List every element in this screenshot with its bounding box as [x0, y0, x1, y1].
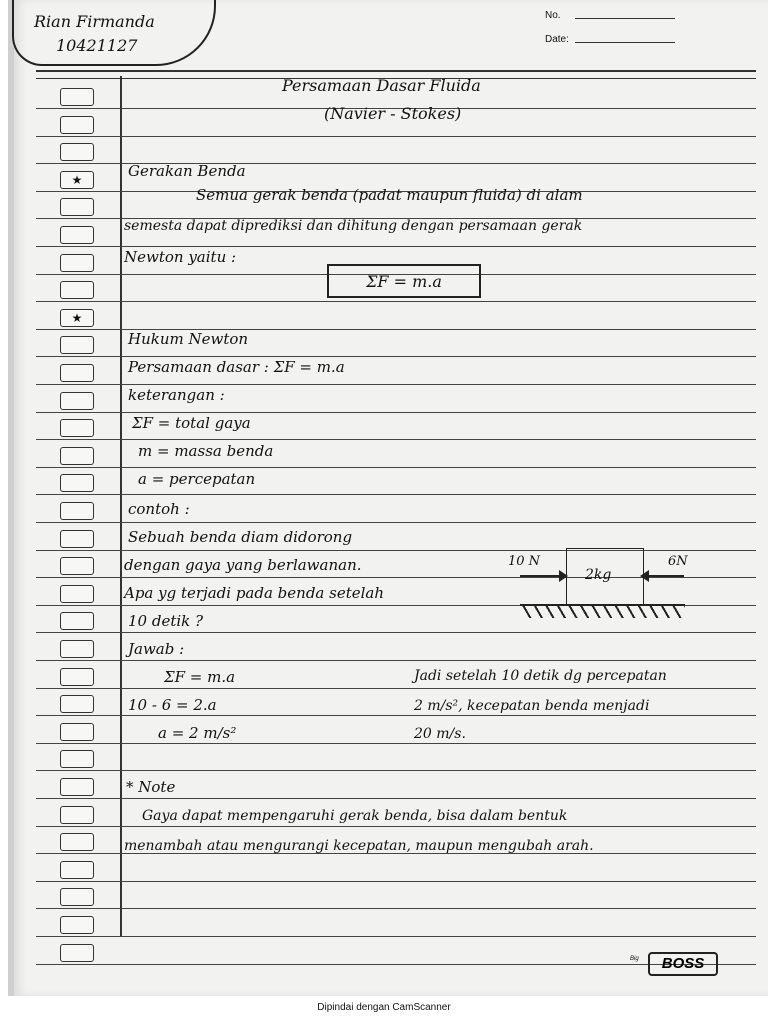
no-label: No. — [545, 10, 561, 21]
text-line: Persamaan dasar : ΣF = m.a — [128, 358, 345, 376]
checkbox[interactable] — [60, 530, 94, 548]
scanner-footer: Dipindai dengan CamScanner — [317, 1002, 451, 1013]
ruled-line — [36, 301, 756, 302]
definition-line: ΣF = total gaya — [132, 414, 251, 432]
checkbox[interactable] — [60, 226, 94, 244]
mass-label: 2kg — [585, 567, 612, 583]
page-title: Persamaan Dasar Fluida — [282, 76, 481, 95]
checkbox[interactable] — [60, 723, 94, 741]
ruled-line — [36, 494, 756, 495]
calc-line: ΣF = m.a — [164, 668, 236, 686]
force-left-label: 10 N — [508, 554, 541, 569]
definition-line: m = massa benda — [138, 442, 274, 460]
ruled-line — [36, 770, 756, 771]
checkbox[interactable] — [60, 778, 94, 796]
checkbox[interactable] — [60, 557, 94, 575]
ruled-line — [36, 412, 756, 413]
checkbox[interactable] — [60, 668, 94, 686]
example-label: contoh : — [128, 500, 190, 518]
arrow-left-icon — [642, 575, 684, 577]
checkbox[interactable] — [60, 695, 94, 713]
checkbox[interactable] — [60, 254, 94, 272]
date-line — [575, 42, 675, 43]
checkbox[interactable] — [60, 364, 94, 382]
checkbox[interactable] — [60, 806, 94, 824]
checkbox[interactable] — [60, 281, 94, 299]
brand-small-text: Big — [630, 956, 639, 962]
no-line — [575, 18, 675, 19]
checkbox[interactable] — [60, 944, 94, 962]
checkbox[interactable] — [60, 502, 94, 520]
ruled-line — [36, 246, 756, 247]
star-checkbox[interactable]: ★ — [60, 309, 94, 327]
ruled-line — [36, 798, 756, 799]
text-line: Newton yaitu : — [124, 248, 237, 266]
star-checkbox[interactable]: ★ — [60, 171, 94, 189]
checkbox[interactable] — [60, 833, 94, 851]
text-line: Apa yg terjadi pada benda setelah — [124, 584, 385, 602]
mass-block — [566, 548, 644, 606]
arrow-right-icon — [520, 575, 566, 577]
checkbox[interactable] — [60, 916, 94, 934]
ruled-line — [36, 881, 756, 882]
conclusion-line: 20 m/s. — [414, 726, 466, 742]
answer-label: Jawab : — [128, 640, 185, 658]
note-label: * Note — [126, 778, 176, 796]
checkbox[interactable] — [60, 888, 94, 906]
text-line: semesta dapat diprediksi dan dihitung dengan persamaan gerak — [124, 218, 583, 234]
margin-line — [120, 76, 122, 936]
checkbox[interactable] — [60, 447, 94, 465]
text-line: dengan gaya yang berlawanan. — [124, 556, 362, 574]
text-line: Sebuah benda diam didorong — [128, 528, 353, 546]
checkbox[interactable] — [60, 143, 94, 161]
checkbox[interactable] — [60, 419, 94, 437]
ruled-line — [36, 136, 756, 137]
ruled-line — [36, 715, 756, 716]
force-right-label: 6N — [668, 554, 688, 569]
ruled-line — [36, 439, 756, 440]
checkbox[interactable] — [60, 198, 94, 216]
date-label: Date: — [545, 34, 569, 45]
ruled-line — [36, 467, 756, 468]
ground-hatch — [520, 604, 685, 618]
checkbox[interactable] — [60, 750, 94, 768]
ruled-line — [36, 826, 756, 827]
checkbox[interactable] — [60, 392, 94, 410]
conclusion-line: 2 m/s², kecepatan benda menjadi — [414, 698, 650, 714]
formula-box — [327, 264, 481, 298]
text-line: 10 detik ? — [128, 612, 204, 630]
formula-text: ΣF = m.a — [366, 272, 442, 291]
checkbox[interactable] — [60, 88, 94, 106]
calc-line: 10 - 6 = 2.a — [128, 696, 217, 714]
checkbox[interactable] — [60, 474, 94, 492]
ruled-line — [36, 936, 756, 937]
checkbox[interactable] — [60, 585, 94, 603]
section-heading-hukum: Hukum Newton — [128, 330, 249, 348]
definition-line: a = percepatan — [138, 470, 256, 488]
text-line: Semua gerak benda (padat maupun fluida) di alam — [196, 186, 583, 204]
ruled-line — [36, 384, 756, 385]
checkbox[interactable] — [60, 336, 94, 354]
calc-line: a = 2 m/s² — [158, 724, 237, 742]
ruled-line — [36, 660, 756, 661]
note-line: menambah atau mengurangi kecepatan, maupun mengubah arah. — [124, 838, 594, 854]
ruled-line — [36, 632, 756, 633]
ruled-line — [36, 522, 756, 523]
text-line: keterangan : — [128, 386, 225, 404]
checkbox[interactable] — [60, 640, 94, 658]
page-subtitle: (Navier - Stokes) — [324, 104, 462, 123]
ruled-line — [36, 688, 756, 689]
ruled-line — [36, 908, 756, 909]
checkbox[interactable] — [60, 861, 94, 879]
student-id: 10421127 — [56, 36, 138, 55]
checkbox[interactable] — [60, 612, 94, 630]
checkbox[interactable] — [60, 116, 94, 134]
note-line: Gaya dapat mempengaruhi gerak benda, bisa dalam bentuk — [142, 808, 568, 824]
section-heading-gerakan: Gerakan Benda — [128, 162, 246, 180]
ruled-line — [36, 743, 756, 744]
conclusion-line: Jadi setelah 10 detik dg percepatan — [414, 668, 667, 684]
brand-logo: BOSS — [648, 952, 718, 976]
student-name: Rian Firmanda — [34, 12, 155, 31]
ruled-line — [36, 550, 756, 551]
name-bubble — [12, 0, 216, 66]
